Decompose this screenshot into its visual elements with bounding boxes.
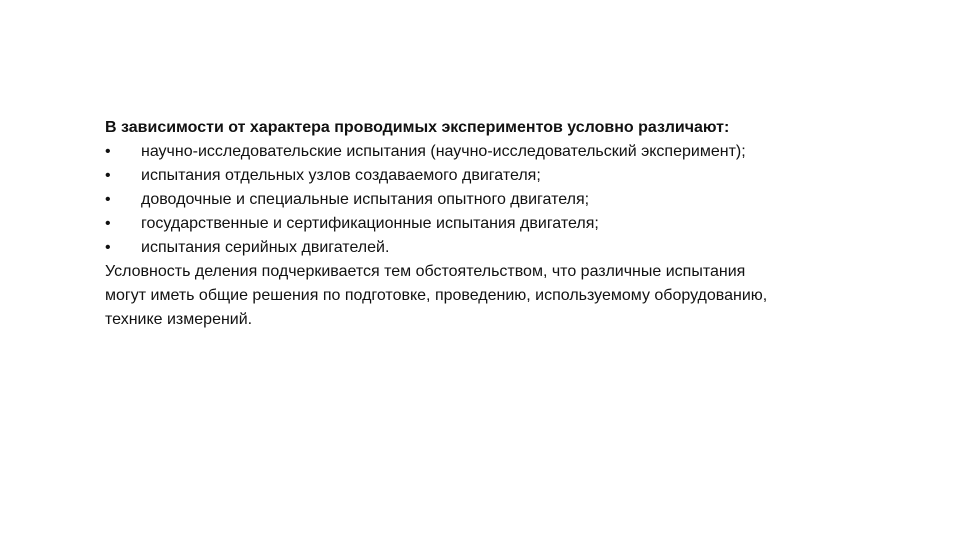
bullet-text: испытания серийных двигателей. (141, 239, 390, 256)
bullet-list (105, 140, 865, 260)
paragraph-line: Условность деления подчеркивается тем обстоятельством, что различные испытания (105, 263, 746, 280)
paragraph-line: технике измерений. (105, 311, 253, 328)
bullet-item (105, 212, 865, 236)
bullet-text: испытания отдельных узлов создаваемого двигателя; (141, 167, 541, 184)
bullet-item (105, 164, 865, 188)
bullet-text: научно-исследовательские испытания (научно-исследовательский эксперимент); (141, 143, 746, 160)
bullet-text: доводочные и специальные испытания опытного двигателя; (141, 191, 590, 208)
bullet-marker: • (105, 239, 111, 256)
bullet-item (105, 236, 865, 260)
bullet-item (105, 188, 865, 212)
bullet-marker: • (105, 191, 111, 208)
slide-heading: В зависимости от характера проводимых экспериментов условно различают: (105, 119, 730, 136)
body-paragraph (105, 260, 865, 332)
paragraph-line: могут иметь общие решения по подготовке, проведению, используемому оборудованию, (105, 287, 768, 304)
bullet-item (105, 140, 865, 164)
bullet-text: государственные и сертификационные испытания двигателя; (141, 215, 599, 232)
bullet-marker: • (105, 143, 111, 160)
bullet-marker: • (105, 167, 111, 184)
bullet-marker: • (105, 215, 111, 232)
slide-text-block (105, 116, 865, 332)
